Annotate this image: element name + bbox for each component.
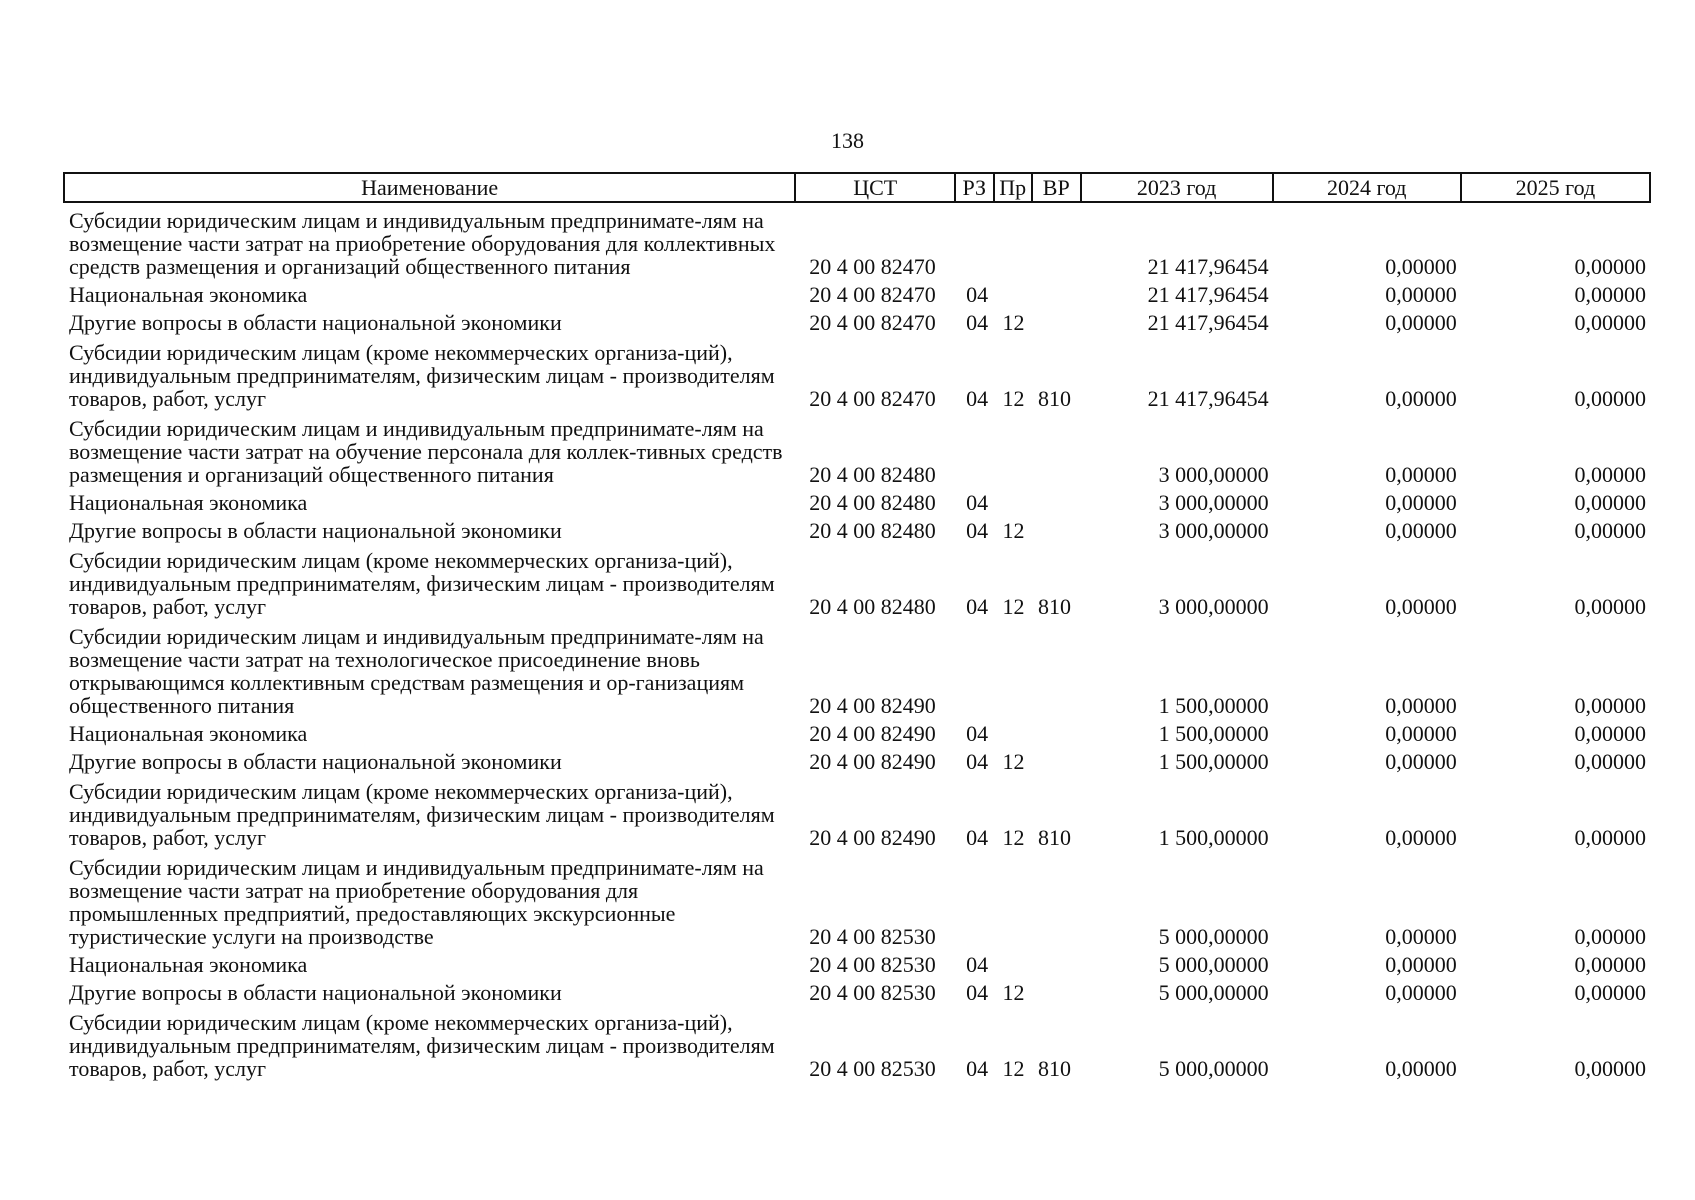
cell-cst: 20 4 00 82470	[809, 254, 936, 279]
cell-2023: 21 417,96454	[1147, 386, 1269, 411]
cell-2025: 0,00000	[1574, 462, 1646, 487]
header-cst: ЦСТ	[795, 173, 955, 202]
cell-rz: 04	[966, 518, 989, 543]
cell-2025: 0,00000	[1574, 825, 1646, 850]
cell-name: Другие вопросы в области национальной экономики	[69, 980, 562, 1005]
cell-name: Субсидии юридическим лицам и индивидуальным предпринимате-лям на возмещение части затрат на обучение персонала для коллек-тивных средств размещения и организаций общественного питания	[69, 416, 783, 487]
cell-rz: 04	[966, 490, 989, 515]
cell-2023: 5 000,00000	[1158, 952, 1269, 977]
cell-2025: 0,00000	[1574, 518, 1646, 543]
cell-vr	[1032, 977, 1081, 1005]
cell-pr	[994, 411, 1032, 487]
cell-rz: 04	[966, 310, 989, 335]
cell-pr	[994, 619, 1032, 718]
cell-name: Субсидии юридическим лицам и индивидуальным предпринимате-лям на возмещение части затрат на приобретение оборудования для промышленных предприятий, предоставляющих экскурсионные туристические услуги на производстве	[69, 855, 764, 949]
cell-pr: 12	[1002, 980, 1025, 1005]
table-row	[64, 335, 1650, 411]
cell-2025: 0,00000	[1574, 721, 1646, 746]
cell-name: Национальная экономика	[69, 721, 308, 746]
cell-2023: 3 000,00000	[1158, 490, 1269, 515]
cell-2024: 0,00000	[1385, 462, 1457, 487]
cell-vr	[1032, 307, 1081, 335]
table-row	[64, 515, 1650, 543]
cell-pr	[994, 718, 1032, 746]
table-row	[64, 619, 1650, 718]
cell-pr: 12	[1002, 1056, 1025, 1081]
cell-2024: 0,00000	[1385, 490, 1457, 515]
cell-name: Национальная экономика	[69, 282, 308, 307]
cell-2024: 0,00000	[1385, 980, 1457, 1005]
header-vr: ВР	[1032, 173, 1081, 202]
cell-2025: 0,00000	[1574, 254, 1646, 279]
cell-2024: 0,00000	[1385, 693, 1457, 718]
cell-cst: 20 4 00 82480	[809, 594, 936, 619]
cell-vr	[1032, 487, 1081, 515]
cell-2025: 0,00000	[1574, 980, 1646, 1005]
cell-cst: 20 4 00 82490	[809, 693, 936, 718]
cell-2025: 0,00000	[1574, 924, 1646, 949]
table-row	[64, 774, 1650, 850]
cell-2025: 0,00000	[1574, 1056, 1646, 1081]
header-2024: 2024 год	[1273, 173, 1461, 202]
cell-2025: 0,00000	[1574, 749, 1646, 774]
cell-rz	[955, 850, 993, 949]
cell-pr	[994, 279, 1032, 307]
cell-cst: 20 4 00 82490	[809, 825, 936, 850]
cell-cst: 20 4 00 82490	[809, 749, 936, 774]
cell-2023: 1 500,00000	[1158, 825, 1269, 850]
cell-rz	[955, 411, 993, 487]
table-row	[64, 1005, 1650, 1081]
cell-2024: 0,00000	[1385, 721, 1457, 746]
cell-2025: 0,00000	[1574, 952, 1646, 977]
table-row	[64, 746, 1650, 774]
cell-vr	[1032, 949, 1081, 977]
cell-2024: 0,00000	[1385, 310, 1457, 335]
cell-name: Другие вопросы в области национальной экономики	[69, 518, 562, 543]
cell-cst: 20 4 00 82530	[809, 924, 936, 949]
table-row	[64, 307, 1650, 335]
cell-2025: 0,00000	[1574, 693, 1646, 718]
cell-2023: 5 000,00000	[1158, 1056, 1269, 1081]
cell-pr	[994, 202, 1032, 279]
cell-rz	[955, 619, 993, 718]
cell-rz	[955, 202, 993, 279]
budget-table	[63, 172, 1651, 1081]
cell-2023: 3 000,00000	[1158, 594, 1269, 619]
table-header-row	[64, 173, 1650, 202]
cell-2024: 0,00000	[1385, 594, 1457, 619]
cell-name: Субсидии юридическим лицам (кроме некоммерческих организа-ций), индивидуальным предпринимателям, физическим лицам - производителям товаров, работ, услуг	[69, 1010, 775, 1081]
cell-2023: 1 500,00000	[1158, 749, 1269, 774]
table-row	[64, 718, 1650, 746]
cell-pr	[994, 850, 1032, 949]
header-rz: РЗ	[955, 173, 993, 202]
cell-rz: 04	[966, 1056, 989, 1081]
cell-name: Другие вопросы в области национальной экономики	[69, 749, 562, 774]
cell-2023: 5 000,00000	[1158, 980, 1269, 1005]
cell-cst: 20 4 00 82530	[809, 1056, 936, 1081]
cell-vr	[1032, 718, 1081, 746]
cell-2023: 21 417,96454	[1147, 282, 1269, 307]
cell-2024: 0,00000	[1385, 386, 1457, 411]
cell-vr	[1032, 515, 1081, 543]
cell-cst: 20 4 00 82470	[809, 282, 936, 307]
cell-2025: 0,00000	[1574, 490, 1646, 515]
cell-cst: 20 4 00 82530	[809, 980, 936, 1005]
cell-name: Национальная экономика	[69, 952, 308, 977]
table-row	[64, 487, 1650, 515]
table-row	[64, 279, 1650, 307]
cell-2023: 1 500,00000	[1158, 721, 1269, 746]
cell-2025: 0,00000	[1574, 386, 1646, 411]
cell-rz: 04	[966, 749, 989, 774]
cell-2024: 0,00000	[1385, 282, 1457, 307]
cell-vr: 810	[1037, 825, 1071, 850]
cell-2025: 0,00000	[1574, 594, 1646, 619]
cell-pr: 12	[1002, 386, 1025, 411]
cell-2023: 1 500,00000	[1158, 693, 1269, 718]
cell-pr: 12	[1002, 518, 1025, 543]
table-row	[64, 949, 1650, 977]
cell-pr: 12	[1002, 310, 1025, 335]
cell-vr	[1032, 746, 1081, 774]
cell-cst: 20 4 00 82530	[809, 952, 936, 977]
cell-2023: 21 417,96454	[1147, 310, 1269, 335]
cell-name: Национальная экономика	[69, 490, 308, 515]
cell-2024: 0,00000	[1385, 825, 1457, 850]
page-number: 138	[831, 128, 864, 153]
cell-cst: 20 4 00 82480	[809, 490, 936, 515]
cell-2023: 3 000,00000	[1158, 462, 1269, 487]
cell-name: Другие вопросы в области национальной экономики	[69, 310, 562, 335]
table-row	[64, 202, 1650, 279]
cell-name: Субсидии юридическим лицам (кроме некоммерческих организа-ций), индивидуальным предпринимателям, физическим лицам - производителям товаров, работ, услуг	[69, 779, 775, 850]
header-2025: 2025 год	[1461, 173, 1650, 202]
cell-vr	[1032, 202, 1081, 279]
cell-name: Субсидии юридическим лицам и индивидуальным предпринимате-лям на возмещение части затрат на технологическое присоединение вновь открывающимся коллективным средствам размещения и ор-ганизациям общественного питания	[69, 624, 764, 718]
cell-pr: 12	[1002, 825, 1025, 850]
cell-vr: 810	[1037, 594, 1071, 619]
cell-vr	[1032, 850, 1081, 949]
table-body	[64, 202, 1650, 1081]
cell-2025: 0,00000	[1574, 310, 1646, 335]
cell-cst: 20 4 00 82480	[809, 518, 936, 543]
cell-2023: 5 000,00000	[1158, 924, 1269, 949]
cell-name: Субсидии юридическим лицам (кроме некоммерческих организа-ций), индивидуальным предпринимателям, физическим лицам - производителям товаров, работ, услуг	[69, 340, 775, 411]
cell-rz: 04	[966, 825, 989, 850]
cell-name: Субсидии юридическим лицам и индивидуальным предпринимате-лям на возмещение части затрат на приобретение оборудования для коллективных средств размещения и организаций общественного питания	[69, 208, 776, 279]
cell-2025: 0,00000	[1574, 282, 1646, 307]
table-row	[64, 850, 1650, 949]
cell-pr	[994, 949, 1032, 977]
cell-2024: 0,00000	[1385, 924, 1457, 949]
cell-vr	[1032, 411, 1081, 487]
cell-pr: 12	[1002, 594, 1025, 619]
cell-rz: 04	[966, 721, 989, 746]
cell-rz: 04	[966, 952, 989, 977]
cell-2023: 3 000,00000	[1158, 518, 1269, 543]
table-row	[64, 543, 1650, 619]
cell-cst: 20 4 00 82470	[809, 386, 936, 411]
cell-2024: 0,00000	[1385, 749, 1457, 774]
cell-vr: 810	[1037, 1056, 1071, 1081]
cell-pr	[994, 487, 1032, 515]
cell-rz: 04	[966, 980, 989, 1005]
cell-pr: 12	[1002, 749, 1025, 774]
cell-vr	[1032, 279, 1081, 307]
cell-rz: 04	[966, 594, 989, 619]
header-name: Наименование	[64, 173, 795, 202]
cell-rz: 04	[966, 282, 989, 307]
cell-rz: 04	[966, 386, 989, 411]
cell-name: Субсидии юридическим лицам (кроме некоммерческих организа-ций), индивидуальным предпринимателям, физическим лицам - производителям товаров, работ, услуг	[69, 548, 775, 619]
cell-cst: 20 4 00 82490	[809, 721, 936, 746]
cell-vr	[1032, 619, 1081, 718]
cell-2024: 0,00000	[1385, 952, 1457, 977]
header-pr: Пр	[994, 173, 1032, 202]
table-row	[64, 977, 1650, 1005]
table-row	[64, 411, 1650, 487]
header-2023: 2023 год	[1081, 173, 1273, 202]
cell-2024: 0,00000	[1385, 1056, 1457, 1081]
cell-2023: 21 417,96454	[1147, 254, 1269, 279]
cell-cst: 20 4 00 82480	[809, 462, 936, 487]
cell-2024: 0,00000	[1385, 518, 1457, 543]
cell-vr: 810	[1037, 386, 1071, 411]
cell-cst: 20 4 00 82470	[809, 310, 936, 335]
cell-2024: 0,00000	[1385, 254, 1457, 279]
